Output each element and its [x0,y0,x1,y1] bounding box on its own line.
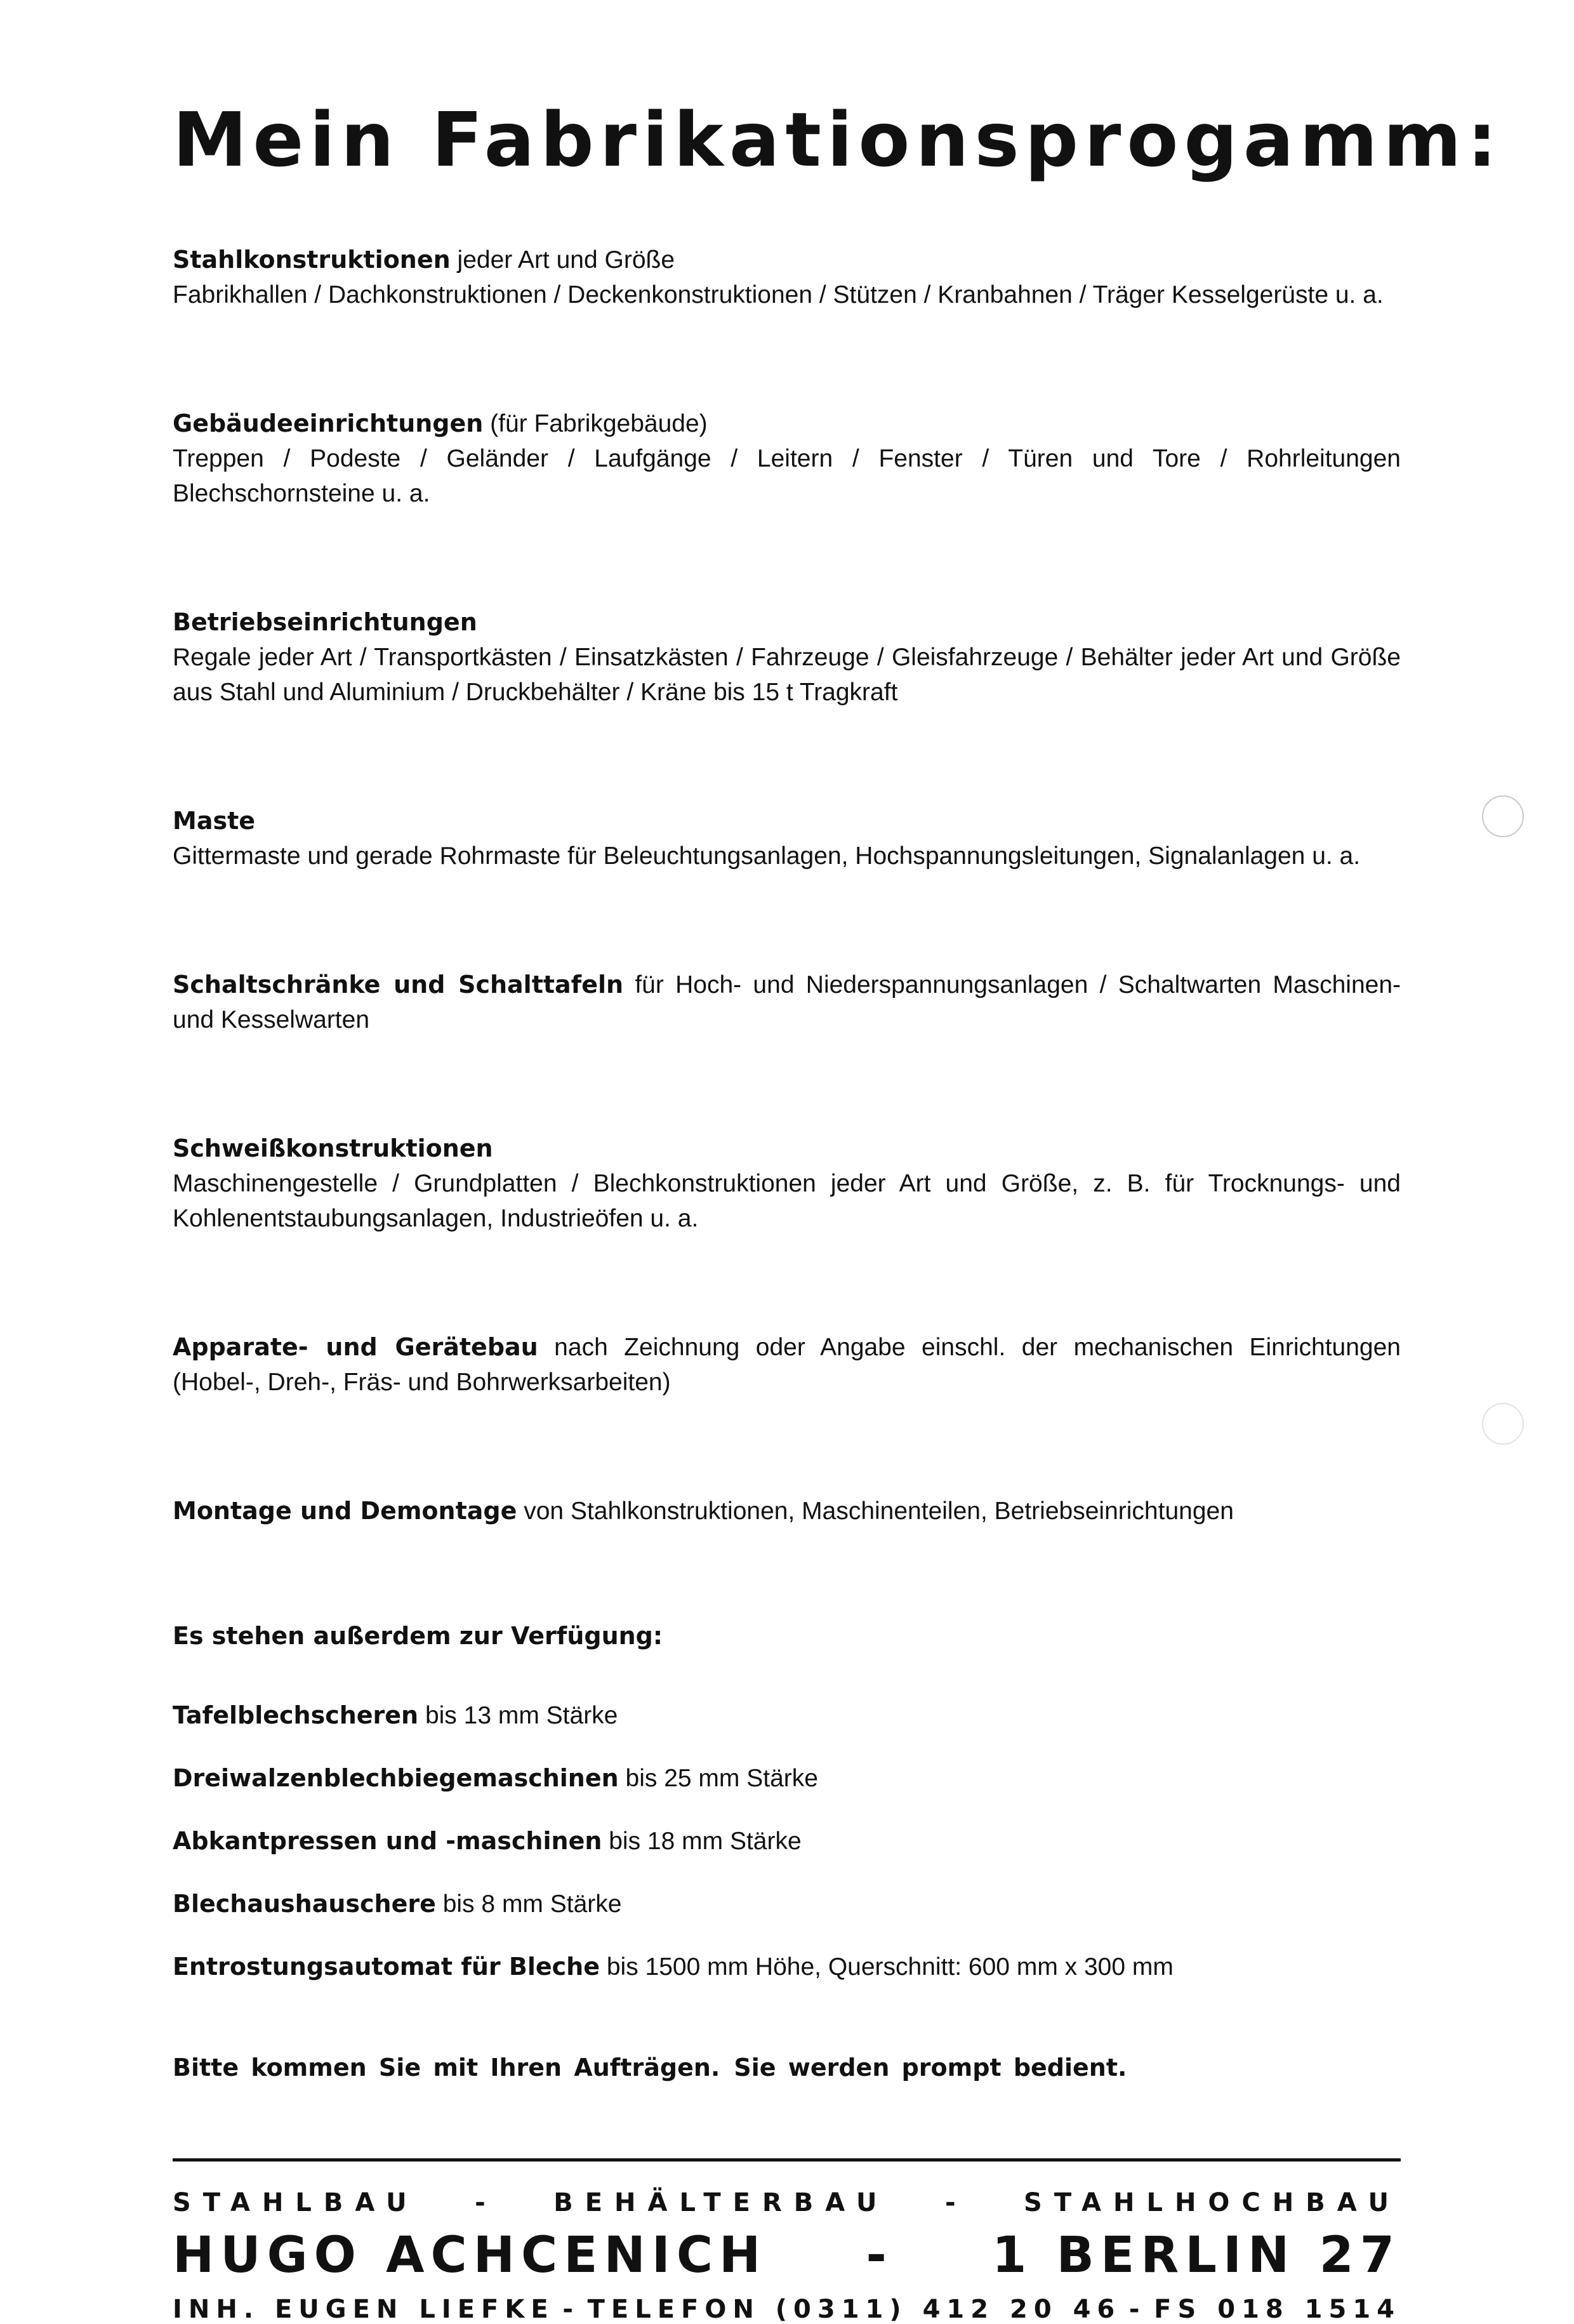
extra-heading: Es stehen außerdem zur Verfügung: [173,1622,663,1650]
section-gebaeudeeinrichtungen [173,406,1401,511]
machine-name: Dreiwalzenblechbiegemaschinen [173,1764,619,1792]
closing-part2: Sie werden prompt bedient. [734,2054,1127,2082]
section-intro: (für Fabrikgebäude) [483,410,708,437]
section-schweisskonstruktionen [173,1131,1401,1236]
section-maste [173,804,1401,873]
machine-spec: bis 1500 mm Höhe, Querschnitt: 600 mm x 300 mm [600,1953,1174,1981]
section-heading: Montage und Demontage [173,1497,517,1525]
section-heading: Stahlkonstruktionen [173,246,451,274]
document-page [173,95,1503,2324]
footer-company [173,2225,1401,2286]
machine-item [173,1824,1401,1859]
section-paragraph [173,406,1401,441]
section-intro: jeder Art und Größe [450,246,675,274]
punch-hole [1482,795,1524,837]
section-paragraph [173,804,1401,839]
owner-name: INH. EUGEN LIEFKE [173,2295,555,2324]
machine-spec: bis 8 mm Stärke [435,1890,622,1918]
footer-separator: - [562,2295,579,2324]
section-paragraph [173,1494,1401,1529]
machine-list [173,1698,1401,1984]
section-paragraph [173,1131,1401,1166]
closing-line [173,2050,1401,2085]
footer-trade: BEHÄLTERBAU [553,2188,889,2217]
punch-hole [1482,1403,1524,1445]
section-text: Maschinengestelle / Grundplatten / Blechkonstruktionen jeder Art und Größe, z. B. für Trocknungs- und Kohlenentstaubungsanlagen, Industrieöfen u. a. [173,1170,1401,1232]
section-schaltschraenke [173,967,1401,1037]
machine-spec: bis 18 mm Stärke [602,1828,802,1855]
machine-name: Blechaushauschere [173,1890,436,1918]
machine-name: Tafelblechscheren [173,1701,419,1729]
section-apparatebau [173,1330,1401,1400]
footer-separator: - [866,2227,893,2284]
footer-separator: - [1128,2295,1146,2324]
machine-item [173,1761,1401,1796]
page-title: Mein Fabrikationsprogamm: [173,96,1503,183]
section-paragraph [173,605,1401,640]
machine-name: Entrostungsautomat für Bleche [173,1953,600,1981]
footer-trade: STAHLHOCHBAU [1024,2188,1401,2217]
closing-part1: Bitte kommen Sie mit Ihren Aufträgen. [173,2054,720,2082]
telex: FS 018 1514 [1154,2295,1401,2324]
section-intro: für Hoch- und Niederspannungsanlagen / Schaltwarten Maschinen- und Kesselwarten [173,971,1401,1033]
footer-contact [173,2295,1401,2324]
section-heading: Betriebseinrichtungen [173,608,477,636]
section-stahlkonstruktionen [173,242,1401,312]
machine-item [173,1949,1401,1984]
section-heading: Gebäudeeinrichtungen [173,409,484,437]
telephone: TELEFON (0311) 412 20 46 [587,2295,1121,2324]
company-city: 1 BERLIN 27 [992,2227,1401,2284]
machine-spec: bis 13 mm Stärke [418,1702,618,1729]
section-intro: nach Zeichnung oder Angabe einschl. der mechanischen Einrichtungen (Hobel-, Dreh-, Fräs- und Bohrwerksarbeiten) [173,1334,1401,1396]
company-name: HUGO ACHCENICH [173,2227,767,2284]
machine-item [173,1887,1401,1922]
machine-name: Abkantpressen und -maschinen [173,1827,602,1855]
section-paragraph [173,242,1401,277]
section-text: Treppen / Podeste / Geländer / Laufgänge / Leitern / Fenster / Türen und Tore / Rohrleitungen Blechschornsteine u. a. [173,445,1401,507]
footer-divider [173,2158,1401,2161]
section-heading: Schaltschränke und Schalttafeln [173,971,624,999]
machine-spec: bis 25 mm Stärke [618,1765,818,1792]
section-montage [173,1494,1401,1529]
section-paragraph [173,967,1401,1037]
section-betriebseinrichtungen [173,605,1401,710]
section-paragraph [173,1330,1401,1400]
section-intro: von Stahlkonstruktionen, Maschinenteilen, Betriebseinrichtungen [517,1497,1234,1525]
footer-trade: STAHLBAU [173,2188,419,2217]
section-text: Fabrikhallen / Dachkonstruktionen / Deckenkonstruktionen / Stützen / Kranbahnen / Träger Kesselgerüste u. a. [173,281,1384,309]
footer-separator: - [944,2188,968,2217]
section-heading: Maste [173,807,256,835]
product-sections [173,242,1401,1529]
footer-trades [173,2188,1401,2217]
section-heading: Apparate- und Gerätebau [173,1333,538,1361]
section-text: Gittermaste und gerade Rohrmaste für Beleuchtungsanlagen, Hochspannungsleitungen, Signalanlagen u. a. [173,842,1361,870]
section-heading: Schweißkonstruktionen [173,1134,493,1162]
section-text: Regale jeder Art / Transportkästen / Einsatzkästen / Fahrzeuge / Gleisfahrzeuge / Behälter jeder Art und Größe aus Stahl und Aluminium / Druckbehälter / Kräne bis 15 t Tragkraft [173,644,1401,706]
machine-item [173,1698,1401,1733]
footer-separator: - [475,2188,498,2217]
